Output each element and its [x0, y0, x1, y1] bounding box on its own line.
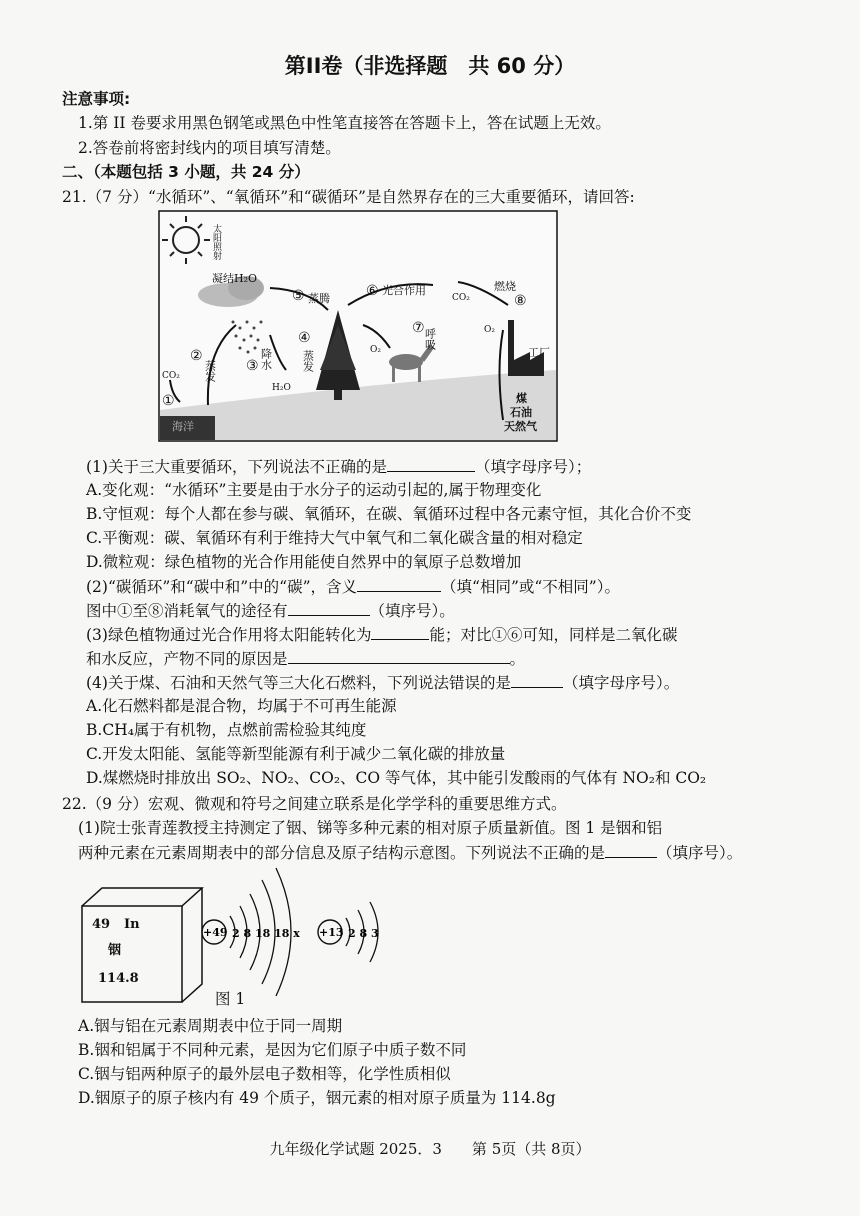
- evap-label: 蒸发: [203, 360, 217, 382]
- rain-label: 降水: [259, 348, 273, 370]
- atomic-number: 49: [92, 917, 111, 932]
- label-4: ④: [298, 330, 311, 346]
- q22-option-a: A.铟与铝在元素周期表中位于同一周期: [78, 1017, 343, 1035]
- o2-right-label: O₂: [484, 325, 495, 335]
- figure-1: [80, 866, 410, 1008]
- section-heading: 二、（本题包括 3 小题，共 24 分）: [62, 163, 310, 181]
- label-7: ⑦: [412, 320, 425, 336]
- factory-label: 工厂: [528, 346, 550, 359]
- q22-stem: 22.（9 分）宏观、微观和符号之间建立联系是化学学科的重要思维方式。: [62, 795, 567, 813]
- label-1: ①: [162, 393, 175, 409]
- answer-blank[interactable]: [288, 647, 510, 664]
- answer-blank[interactable]: [357, 575, 441, 592]
- label-5: ⑤: [292, 288, 305, 304]
- atomic-mass: 114.8: [98, 971, 139, 986]
- element-symbol: In: [124, 917, 140, 932]
- q21-p4-option-d: D.煤燃烧时排放出 SO₂、NO₂、CO₂、CO 等气体，其中能引发酸雨的气体有 NO₂和 CO₂: [86, 769, 707, 787]
- ocean-label: 海洋: [172, 420, 194, 433]
- in-shells-label: 2 8 18 18 x: [232, 927, 300, 940]
- q21-part1-tail: （填字母序号）；: [474, 458, 592, 476]
- label-6: ⑥: [366, 283, 379, 299]
- label-2: ②: [190, 348, 203, 364]
- in-nucleus-label: +49: [203, 926, 228, 939]
- element-name: 铟: [108, 943, 122, 958]
- answer-blank[interactable]: [511, 671, 563, 688]
- q21-stem: 21.（7 分）“水循环”、“氧循环”和“碳循环”是自然界存在的三大重要循环，请回答:: [62, 188, 635, 206]
- q21-part2a-text: (2)“碳循环”和“碳中和”中的“碳”，含义: [86, 578, 358, 596]
- al-shells-label: 2 8 3: [348, 927, 379, 940]
- label-3: ③: [246, 358, 259, 374]
- co2-right-label: CO₂: [452, 293, 470, 303]
- o2-mid-label: O₂: [370, 345, 381, 355]
- q21-part3b: [86, 647, 525, 670]
- q21-p4-option-b: B.CH₄属于有机物，点燃前需检验其纯度: [86, 721, 367, 739]
- q21-p4-option-a: A.化石燃料都是混合物，均属于不可再生能源: [86, 697, 397, 715]
- answer-blank[interactable]: [605, 841, 657, 858]
- q21-part4-tail: （填字母序号）。: [562, 674, 680, 692]
- q21-option-b: B.守恒观：每个人都在参与碳、氧循环，在碳、氧循环过程中各元素守恒，其化合价不变: [86, 505, 692, 523]
- q21-part3b-text: 和水反应，产物不同的原因是: [86, 650, 288, 668]
- q21-part2a-tail: （填“相同”或“不相同”）。: [441, 578, 620, 596]
- condense-label: 凝结H₂O: [212, 272, 258, 285]
- breath-label: 呼吸: [423, 328, 437, 350]
- q22-part1a: (1)院士张青莲教授主持测定了铟、锑等多种元素的相对原子质量新值。图 1 是铟和铝: [78, 819, 663, 837]
- coal-label: 煤: [516, 392, 527, 405]
- oil-label: 石油: [510, 406, 532, 419]
- q21-option-d: D.微粒观：绿色植物的光合作用能使自然界中的氧原子总数增加: [86, 553, 522, 571]
- q21-part3b-tail: 。: [509, 650, 526, 668]
- label-8: ⑧: [514, 293, 527, 309]
- burn-label: 燃烧: [494, 280, 516, 293]
- answer-blank[interactable]: [371, 623, 429, 640]
- q21-part4-text: (4)关于煤、石油和天然气等三大化石燃料，下列说法错误的是: [86, 674, 511, 692]
- rain-h2o-label: H₂O: [272, 383, 291, 393]
- q21-part4: [86, 671, 679, 694]
- q21-part2b: [86, 599, 455, 622]
- q21-p4-option-c: C.开发太阳能、氢能等新型能源有利于减少二氧化碳的排放量: [86, 745, 506, 763]
- q22-part1b: [78, 841, 742, 864]
- q22-option-d: D.铟原子的原子核内有 49 个质子，铟元素的相对原子质量为 114.8g: [78, 1089, 556, 1107]
- q21-option-a: A.变化观：“水循环”主要是由于水分子的运动引起的,属于物理变化: [86, 481, 542, 499]
- notice-item-1: 1.第 II 卷要求用黑色钢笔或黑色中性笔直接答在答题卡上，答在试题上无效。: [78, 114, 611, 132]
- transp5-label: 蒸腾: [308, 292, 330, 305]
- q22-part1b-text: 两种元素在元素周期表中的部分信息及原子结构示意图。下列说法不正确的是: [78, 844, 606, 862]
- figure-1-caption: 图 1: [215, 990, 246, 1008]
- page-title: 第II卷（非选择题 共 60 分）: [284, 54, 576, 78]
- q21-option-c: C.平衡观：碳、氧循环有利于维持大气中氧气和二氧化碳含量的相对稳定: [86, 529, 583, 547]
- q21-part2a: [86, 575, 620, 598]
- gas-label: 天然气: [504, 420, 537, 433]
- answer-blank[interactable]: [288, 599, 370, 616]
- photo-label: 光合作用: [382, 284, 426, 297]
- q21-part3a-tail: 能；对比①⑥可知，同样是二氧化碳: [429, 626, 678, 644]
- q21-part3a-text: (3)绿色植物通过光合作用将太阳能转化为: [86, 626, 372, 644]
- sun-label: 太阳照射: [211, 224, 221, 260]
- q21-part1-text: (1)关于三大重要循环，下列说法不正确的是: [86, 458, 387, 476]
- q22-part1b-tail: （填序号）。: [657, 844, 743, 862]
- cycles-figure: [158, 210, 558, 442]
- answer-blank[interactable]: [387, 455, 475, 472]
- q22-option-b: B.铟和铝属于不同种元素，是因为它们原子中质子数不同: [78, 1041, 467, 1059]
- co2-left-label: CO₂: [162, 371, 180, 381]
- q21-part2b-text: 图中①至⑧消耗氧气的途径有: [86, 602, 288, 620]
- q21-part1: [86, 455, 591, 478]
- transp-label: 蒸发: [301, 350, 315, 372]
- notice-heading: 注意事项:: [62, 90, 131, 108]
- notice-item-2: 2.答卷前将密封线内的项目填写清楚。: [78, 139, 341, 157]
- al-nucleus-label: +13: [319, 926, 344, 939]
- q21-part2b-tail: （填序号）。: [369, 602, 455, 620]
- page-footer: 九年级化学试题 2025．3 第 5页（共 8页）: [269, 1140, 591, 1158]
- q22-option-c: C.铟与铝两种原子的最外层电子数相等，化学性质相似: [78, 1065, 451, 1083]
- q21-part3a: [86, 623, 677, 646]
